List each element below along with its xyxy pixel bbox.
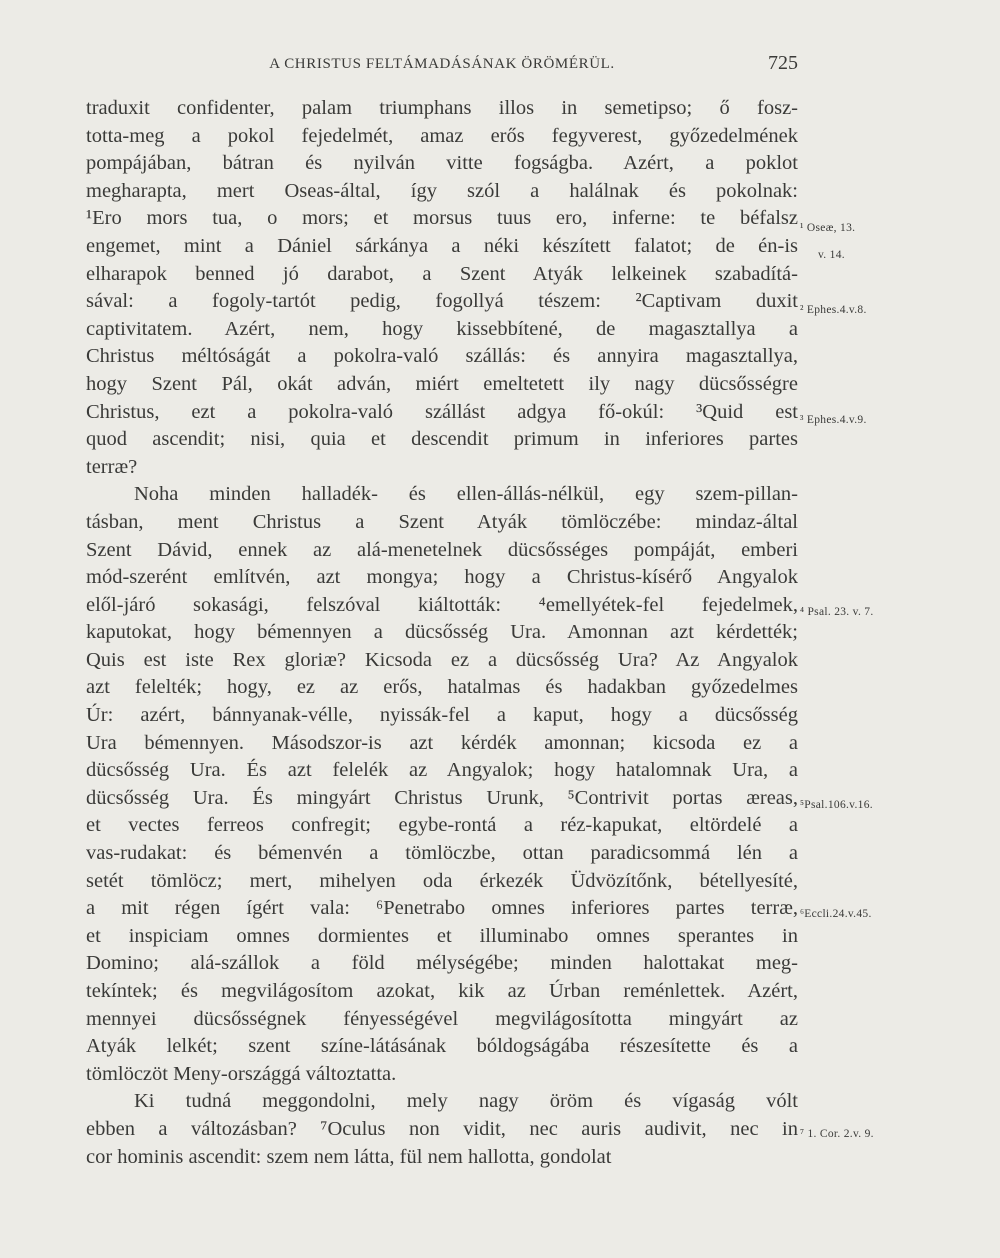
text-line: dücsősség Ura. És azt felelék az Angyalok; hogy hatalomnak Ura, a xyxy=(86,759,798,782)
text-line: Ki tudná meggondolni, mely nagy öröm és vígaság vólt xyxy=(134,1090,798,1113)
page-number: 725 xyxy=(768,52,798,74)
text-line: cor hominis ascendit: szem nem látta, fül nem hallotta, gondolat xyxy=(86,1145,612,1168)
text-line: mód-szerént említvén, azt mongya; hogy a Christus-kísérő Angyalok xyxy=(86,566,798,589)
text-line: totta-meg a pokol fejedelmét, amaz erős fegyverest, győzedelmének xyxy=(86,124,798,147)
text-line: captivitatem. Azért, nem, hogy kissebbítené, de magasztallya a xyxy=(86,317,798,340)
text-line: traduxit confidenter, palam triumphans illos in semetipso; ő fosz- xyxy=(86,97,798,119)
margin-note: ¹ Oseæ, 13. xyxy=(800,222,856,234)
margin-note: ³ Ephes.4.v.9. xyxy=(800,414,867,426)
text-line: tekíntek; és megvilágosítom azokat, kik az Úrban reménlettek. Azért, xyxy=(86,980,798,1002)
text-line: Domino; alá-szállok a föld mélységébe; minden halottakat meg- xyxy=(86,952,798,975)
margin-note: v. 14. xyxy=(818,249,845,261)
text-line: et inspiciam omnes dormientes et illuminabo omnes sperantes in xyxy=(86,924,798,947)
text-line: setét tömlöcz; mert, mihelyen oda érkezék Üdvözítőnk, bétellyesíté, xyxy=(86,869,798,892)
text-line: Quis est iste Rex gloriæ? Kicsoda ez a dücsősség Ura? Az Angyalok xyxy=(86,648,798,671)
text-line: terræ? xyxy=(86,455,138,478)
text-line: Szent Dávid, ennek az alá-menetelnek dücsősséges pompáját, emberi xyxy=(86,538,798,561)
text-line: vas-rudakat: és bémenvén a tömlöczbe, ottan paradicsommá lén a xyxy=(86,842,798,865)
text-line: Christus méltóságát a pokolra-való szállás: és annyira magasztallya, xyxy=(86,345,798,368)
text-line: a mit régen ígért vala: ⁶Penetrabo omnes inferiores partes terræ, xyxy=(86,897,798,920)
text-line: kaputokat, hogy bémennyen a dücsősség Ura. Amonnan azt kérdették; xyxy=(86,621,798,644)
text-line: ¹Ero mors tua, o mors; et morsus tuus ero, inferne: te béfalsz xyxy=(86,207,798,230)
text-line: pompájában, bátran és nyilván vitte fogságba. Azért, a poklot xyxy=(86,152,798,175)
text-line: azt felelték; hogy, ez az erős, hatalmas és hadakban győzedelmes xyxy=(86,676,798,699)
margin-note: ⁶Eccli.24.v.45. xyxy=(800,908,872,920)
text-line: quod ascendit; nisi, quia et descendit primum in inferiores partes xyxy=(86,428,798,451)
margin-note: ⁷ 1. Cor. 2.v. 9. xyxy=(800,1128,874,1140)
text-line: elharapok benned jó darabot, a Szent Atyák lelkeinek szabadítá- xyxy=(86,262,798,285)
text-line: engemet, mint a Dániel sárkánya a néki készített falatot; de én-is xyxy=(86,234,798,257)
text-line: megharapta, mert Oseas-által, így szól a halálnak és pokolnak: xyxy=(86,179,798,202)
text-line: tömlöczöt Meny-országgá változtatta. xyxy=(86,1062,397,1085)
text-line: tásban, ment Christus a Szent Atyák tömlöczébe: mindaz-által xyxy=(86,510,798,533)
margin-note: ⁵Psal.106.v.16. xyxy=(800,799,873,811)
text-line: hogy Szent Pál, okát adván, miért emeltetett ily nagy dücsősségre xyxy=(86,372,798,395)
text-line: Úr: azért, bánnyanak-vélle, nyissák-fel a kaput, hogy a dücsősség xyxy=(86,704,798,727)
text-line: Atyák lelkét; szent színe-látásának bóldogságába részesítette és a xyxy=(86,1035,798,1058)
margin-note: ² Ephes.4.v.8. xyxy=(800,304,867,316)
text-line: mennyei dücsősségnek fényességével megvilágosította mingyárt az xyxy=(86,1007,798,1030)
text-line: ebben a változásban? ⁷Oculus non vidit, nec auris audivit, nec in xyxy=(86,1117,798,1140)
body-text xyxy=(86,95,798,1171)
text-line: Christus, ezt a pokolra-való szállást adgya fő-okúl: ³Quid est xyxy=(86,400,798,423)
text-line: et vectes ferreos confregit; egybe-rontá a réz-kapukat, eltördelé a xyxy=(86,814,798,837)
text-line: dücsősség Ura. És mingyárt Christus Urunk, ⁵Contrivit portas æreas, xyxy=(86,786,798,809)
text-line: sával: a fogoly-tartót pedig, fogollyá tészem: ²Captivam duxit xyxy=(86,290,798,313)
page-header xyxy=(86,50,798,80)
running-title: A CHRISTUS FELTÁMADÁSÁNAK ÖRÖMÉRÜL. xyxy=(269,56,615,72)
text-line: Noha minden halladék- és ellen-állás-nélkül, egy szem-pillan- xyxy=(134,483,798,506)
text-line: Ura bémennyen. Másodszor-is azt kérdék amonnan; kicsoda ez a xyxy=(86,731,798,754)
text-line: elől-járó sokasági, felszóval kiáltották: ⁴emellyétek-fel fejedelmek, xyxy=(86,593,798,616)
margin-note: ⁴ Psal. 23. v. 7. xyxy=(800,606,874,618)
